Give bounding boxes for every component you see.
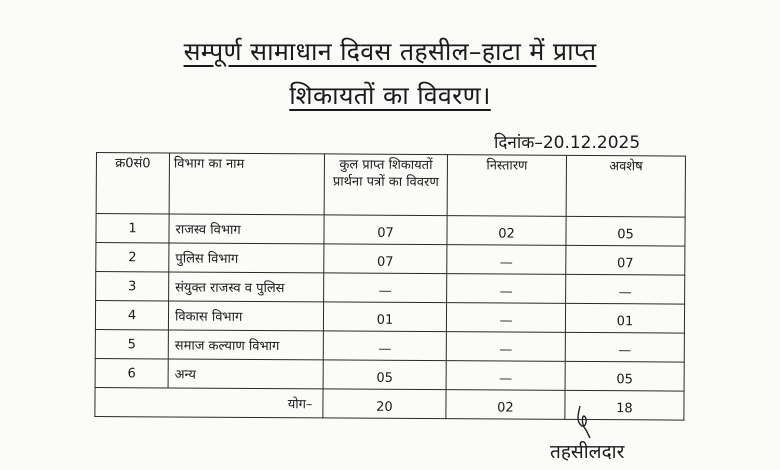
cell-disposed: — <box>446 361 565 391</box>
signature-designation: तहसीलदार <box>550 441 625 463</box>
total-label: योग– <box>95 387 323 417</box>
cell-received: 05 <box>323 360 446 390</box>
cell-received: 01 <box>323 302 446 332</box>
cell-pending: 05 <box>566 216 685 246</box>
cell-serial: 6 <box>95 358 168 387</box>
cell-received: 07 <box>324 215 447 245</box>
complaints-table <box>94 152 686 421</box>
cell-disposed: — <box>446 303 565 333</box>
cell-department: पुलिस विभाग <box>169 243 324 273</box>
table-row <box>96 272 685 305</box>
cell-serial: 4 <box>95 301 168 330</box>
cell-received: — <box>323 331 446 361</box>
cell-department: संयुक्त राजस्व व पुलिस <box>169 272 324 302</box>
date-label: दिनांक–20.12.2025 <box>494 133 641 153</box>
cell-pending: — <box>566 274 685 304</box>
cell-pending: 07 <box>566 245 685 275</box>
cell-department: अन्य <box>168 359 323 389</box>
cell-received: — <box>324 273 447 303</box>
cell-department: विकास विभाग <box>168 301 323 331</box>
cell-serial: 1 <box>96 214 169 243</box>
cell-department: राजस्व विभाग <box>169 214 324 244</box>
cell-pending: 05 <box>565 361 684 391</box>
table-header-row <box>96 153 685 218</box>
cell-disposed: — <box>446 332 565 362</box>
header-disposed: निस्तारण <box>447 155 566 217</box>
cell-pending: — <box>565 332 684 362</box>
total-pending: 18 <box>565 390 684 420</box>
cell-serial: 5 <box>95 329 168 358</box>
signature-scribble <box>572 404 602 440</box>
header-received: कुल प्राप्त शिकायतों प्रार्थना पत्रों का विवरण <box>324 154 447 216</box>
total-disposed: 02 <box>446 390 565 420</box>
cell-serial: 3 <box>96 272 169 301</box>
table-row <box>96 243 685 276</box>
title-line-1: सम्पूर्ण सामाधान दिवस तहसील–हाटा में प्राप्त <box>183 37 597 66</box>
cell-department: समाज कल्याण विभाग <box>168 330 323 360</box>
title-line-2: शिकायतों का विवरण। <box>289 81 491 110</box>
header-pending: अवशेष <box>566 155 685 217</box>
total-received: 20 <box>323 389 446 419</box>
cell-serial: 2 <box>96 243 169 272</box>
cell-disposed: — <box>447 274 566 304</box>
header-serial: क्र0सं0 <box>96 153 169 214</box>
cell-disposed: — <box>447 245 566 275</box>
table-row <box>95 329 684 362</box>
table-row <box>95 301 684 334</box>
table-row <box>96 214 685 247</box>
header-department: विभाग का नाम <box>169 153 324 215</box>
cell-pending: 01 <box>565 303 684 333</box>
table-row <box>95 358 684 391</box>
cell-received: 07 <box>324 244 447 274</box>
cell-disposed: 02 <box>447 216 566 246</box>
